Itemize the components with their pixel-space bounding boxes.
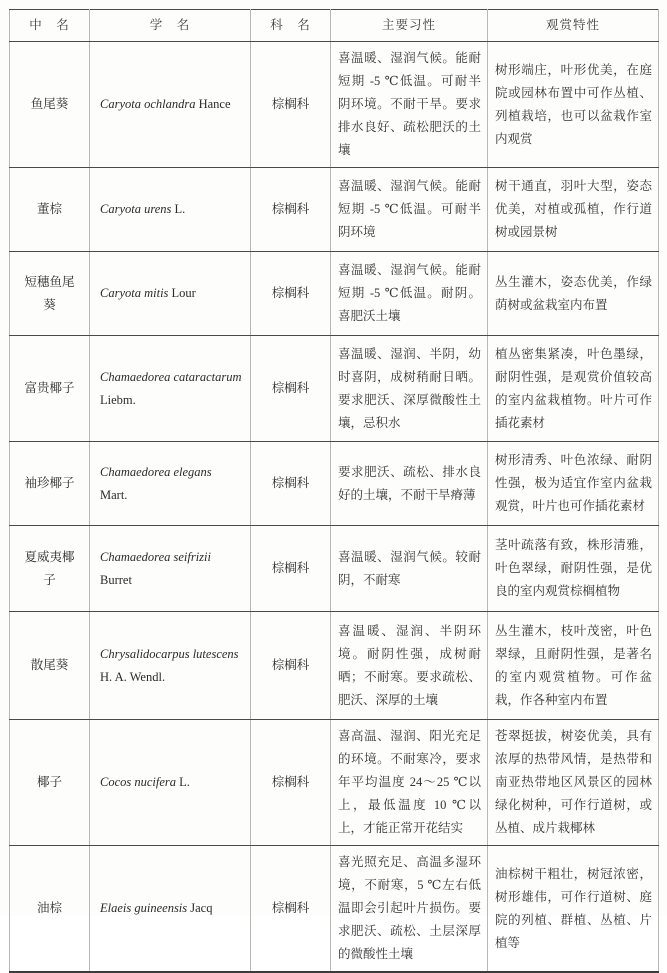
table-row xyxy=(10,252,659,336)
cell-family: 棕榈科 xyxy=(251,168,331,252)
latin-binomial: Chrysalidocarpus lutescens xyxy=(100,646,239,661)
cell-family: 棕榈科 xyxy=(251,526,331,612)
cell-family: 棕榈科 xyxy=(251,42,331,168)
cell-latin-name xyxy=(90,442,251,526)
latin-author: Burret xyxy=(100,572,132,587)
cell-ornamental: 植丛密集紧凑，叶色墨绿，耐阴性强，是观赏价值较高的室内盆栽植物。叶片可作插花素材 xyxy=(488,336,659,442)
cell-family: 棕榈科 xyxy=(251,252,331,336)
cell-cn-name: 董棕 xyxy=(10,168,90,252)
header-family: 科 名 xyxy=(251,10,331,42)
cell-cn-name: 袖珍椰子 xyxy=(10,442,90,526)
cell-family: 棕榈科 xyxy=(251,442,331,526)
latin-author: Hance xyxy=(198,97,231,111)
cell-ornamental: 树干通直，羽叶大型，姿态优美，对植或孤植，作行道树或园景树 xyxy=(488,168,659,252)
plant-table xyxy=(9,9,659,973)
cell-cn-name: 散尾葵 xyxy=(10,612,90,720)
cell-latin-name xyxy=(90,720,251,846)
cell-ornamental: 丛生灌木，枝叶茂密，叶色翠绿，且耐阴性强，是著名的室内观赏植物。可作盆栽，作各种室内布置 xyxy=(488,612,659,720)
latin-author: Lour xyxy=(171,286,196,300)
cell-latin-name xyxy=(90,612,251,720)
cell-habit: 喜温暖、湿润、半阴环境。耐阴性强，成树耐晒；不耐寒。要求疏松、肥沃、深厚的土壤 xyxy=(331,612,488,720)
cell-habit: 喜温暖、湿润气候。能耐短期 -5 ℃低温。可耐半阴环境。不耐干旱。要求排水良好、疏松肥沃的土壤 xyxy=(331,42,488,168)
header-habit: 主要习性 xyxy=(331,10,488,42)
cell-cn-name: 油棕 xyxy=(10,846,90,973)
cell-habit: 喜温暖、湿润气候。能耐短期 -5 ℃低温。可耐半阴环境 xyxy=(331,168,488,252)
cell-ornamental: 油棕树干粗壮，树冠浓密，树形雄伟，可作行道树、庭院的列植、群植、丛植、片植等 xyxy=(488,846,659,973)
latin-binomial: Caryota mitis xyxy=(100,286,169,300)
cell-habit: 喜光照充足、高温多湿环境，不耐寒，5 ℃左右低温即会引起叶片损伤。要求肥沃、疏松、土层深厚的微酸性土壤 xyxy=(331,846,488,973)
latin-binomial: Chamaedorea seifrizii xyxy=(100,549,211,564)
cell-family: 棕榈科 xyxy=(251,336,331,442)
cell-ornamental: 苍翠挺拔，树姿优美，具有浓厚的热带风情，是热带和南亚热带地区风景区的园林绿化树种，可作行道树，或丛植、成片栽椰林 xyxy=(488,720,659,846)
cell-cn-name: 夏威夷椰子 xyxy=(10,526,90,612)
table-row xyxy=(10,336,659,442)
table-row xyxy=(10,526,659,612)
cell-cn-name: 短穗鱼尾葵 xyxy=(10,252,90,336)
table-row xyxy=(10,612,659,720)
cell-habit: 喜温暖、湿润气候。较耐阴，不耐寒 xyxy=(331,526,488,612)
cell-family: 棕榈科 xyxy=(251,720,331,846)
cell-latin-name xyxy=(90,252,251,336)
latin-binomial: Caryota urens xyxy=(100,202,172,216)
table-body xyxy=(10,42,659,973)
header-cn-name: 中 名 xyxy=(10,10,90,42)
cell-latin-name xyxy=(90,846,251,973)
table-row xyxy=(10,720,659,846)
latin-author: L. xyxy=(174,202,186,216)
latin-binomial: Caryota ochlandra xyxy=(100,97,196,111)
latin-author: Mart. xyxy=(100,487,128,502)
table-row xyxy=(10,846,659,973)
latin-binomial: Elaeis guineensis xyxy=(100,901,188,915)
cell-habit: 喜温暖、湿润气候。能耐短期 -5 ℃低温。耐阴。喜肥沃土壤 xyxy=(331,252,488,336)
cell-family: 棕榈科 xyxy=(251,846,331,973)
cell-cn-name: 富贵椰子 xyxy=(10,336,90,442)
cell-ornamental: 树形清秀、叶色浓绿、耐阴性强，极为适宜作室内盆栽观赏，叶片也可作插花素材 xyxy=(488,442,659,526)
cell-cn-name: 椰子 xyxy=(10,720,90,846)
cell-habit: 要求肥沃、疏松、排水良好的土壤，不耐干旱瘠薄 xyxy=(331,442,488,526)
latin-author: H. A. Wendl. xyxy=(100,669,166,684)
latin-binomial: Cocos nucifera xyxy=(100,775,177,789)
table-row xyxy=(10,168,659,252)
cell-latin-name xyxy=(90,42,251,168)
latin-author: Jacq xyxy=(190,901,213,915)
cell-family: 棕榈科 xyxy=(251,612,331,720)
cell-latin-name xyxy=(90,168,251,252)
latin-binomial: Chamaedorea elegans xyxy=(100,464,212,479)
header-ornamental: 观赏特性 xyxy=(488,10,659,42)
cell-cn-name: 鱼尾葵 xyxy=(10,42,90,168)
table-row xyxy=(10,42,659,168)
cell-habit: 喜高温、湿润、阳光充足的环境。不耐寒冷，要求年平均温度 24～25 ℃以上，最低温度 10 ℃以上，才能正常开花结实 xyxy=(331,720,488,846)
table-row xyxy=(10,442,659,526)
cell-ornamental: 丛生灌木，姿态优美，作绿荫树或盆栽室内布置 xyxy=(488,252,659,336)
header-row xyxy=(10,10,659,42)
latin-author: Liebm. xyxy=(100,392,136,407)
cell-ornamental: 茎叶疏落有致，株形清雅，叶色翠绿，耐阴性强，是优良的室内观赏棕榈植物 xyxy=(488,526,659,612)
cell-latin-name xyxy=(90,526,251,612)
cell-latin-name xyxy=(90,336,251,442)
cell-ornamental: 树形端庄，叶形优美，在庭院或园林布置中可作丛植、列植栽培，也可以盆栽作室内观赏 xyxy=(488,42,659,168)
latin-binomial: Chamaedorea cataractarum xyxy=(100,369,242,384)
latin-author: L. xyxy=(179,775,190,789)
cell-habit: 喜温暖、湿润、半阴，幼时喜阴，成树稍耐日晒。要求肥沃、深厚微酸性土壤，忌积水 xyxy=(331,336,488,442)
header-latin-name: 学 名 xyxy=(90,10,251,42)
